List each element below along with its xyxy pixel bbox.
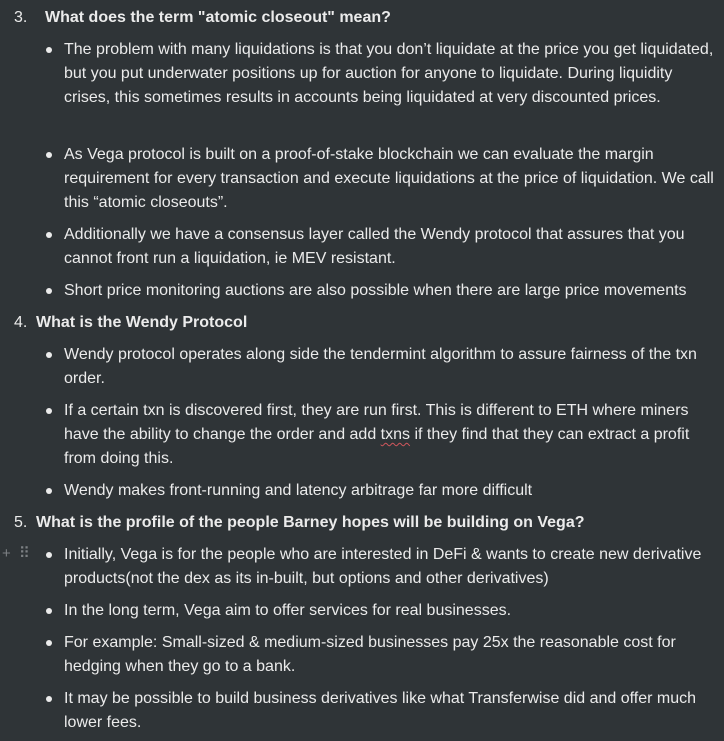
- bullet-text-after: if they find that they can extract a profit from doing this.: [64, 426, 690, 467]
- list-item[interactable]: [64, 631, 714, 679]
- question-heading-5[interactable]: [14, 511, 585, 535]
- bullet-dot-icon: [46, 47, 52, 53]
- bullet-dot-icon: [46, 488, 52, 494]
- question-heading-3[interactable]: [14, 6, 391, 30]
- list-item[interactable]: [64, 343, 714, 391]
- block-handle-glyphs[interactable]: + ⠿: [2, 545, 32, 562]
- list-number: 3.: [14, 9, 28, 26]
- bullet-text: Additionally we have a consensus layer called the Wendy protocol that assures that you cannot front run a liquidation, ie MEV resistant.: [64, 226, 685, 267]
- list-item[interactable]: [64, 143, 714, 215]
- bullet-dot-icon: [46, 288, 52, 294]
- bullet-dot-icon: [46, 640, 52, 646]
- list-item[interactable]: [64, 479, 714, 503]
- question-text: What does the term "atomic closeout" mean?: [45, 9, 391, 26]
- spellcheck-flagged-word[interactable]: txns: [380, 426, 411, 443]
- bullet-text: As Vega protocol is built on a proof-of-stake blockchain we can evaluate the margin requirement for every transaction and execute liquidations at the price of liquidation. We call this “atomic closeouts”.: [64, 146, 714, 211]
- bullet-text-before: If a certain txn is discovered first, they are run first. This is different to ETH where miners have the ability to change the order and add: [64, 402, 689, 443]
- block-handle[interactable]: [2, 544, 32, 564]
- question-text: What is the profile of the people Barney hopes will be building on Vega?: [36, 514, 585, 531]
- question-text: What is the Wendy Protocol: [36, 314, 248, 331]
- bullet-dot-icon: [46, 152, 52, 158]
- list-number: 5.: [14, 514, 28, 531]
- list-item[interactable]: [64, 599, 714, 623]
- bullet-text: For example: Small-sized & medium-sized businesses pay 25x the reasonable cost for hedging when they go to a bank.: [64, 634, 676, 675]
- list-item[interactable]: [64, 223, 714, 271]
- bullet-dot-icon: [46, 408, 52, 414]
- bullet-text: It may be possible to build business derivatives like what Transferwise did and offer much lower fees.: [64, 690, 697, 731]
- list-item[interactable]: [64, 543, 714, 591]
- bullet-dot-icon: [46, 608, 52, 614]
- bullet-dot-icon: [46, 696, 52, 702]
- bullet-text: In the long term, Vega aim to offer services for real businesses.: [64, 602, 512, 619]
- list-item[interactable]: [64, 687, 714, 735]
- list-item[interactable]: [64, 279, 714, 303]
- bullet-dot-icon: [46, 552, 52, 558]
- list-number: 4.: [14, 314, 28, 331]
- bullet-dot-icon: [46, 232, 52, 238]
- list-item[interactable]: [64, 399, 714, 471]
- bullet-text: The problem with many liquidations is that you don’t liquidate at the price you get liquidated, but you put underwater positions up for auction for anyone to liquidate. During liquidity crises, this sometimes results in accounts being liquidated at very discounted prices.: [64, 41, 714, 106]
- question-heading-4[interactable]: [14, 311, 247, 335]
- bullet-text: Wendy makes front-running and latency arbitrage far more difficult: [64, 482, 533, 499]
- bullet-dot-icon: [46, 352, 52, 358]
- bullet-text: Short price monitoring auctions are also possible when there are large price movements: [64, 282, 687, 299]
- list-item[interactable]: [64, 38, 714, 110]
- bullet-text: Wendy protocol operates along side the tendermint algorithm to assure fairness of the txn order.: [64, 346, 697, 387]
- bullet-text: Initially, Vega is for the people who are interested in DeFi & wants to create new derivative products(not the dex as its in-built, but options and other derivatives): [64, 546, 702, 587]
